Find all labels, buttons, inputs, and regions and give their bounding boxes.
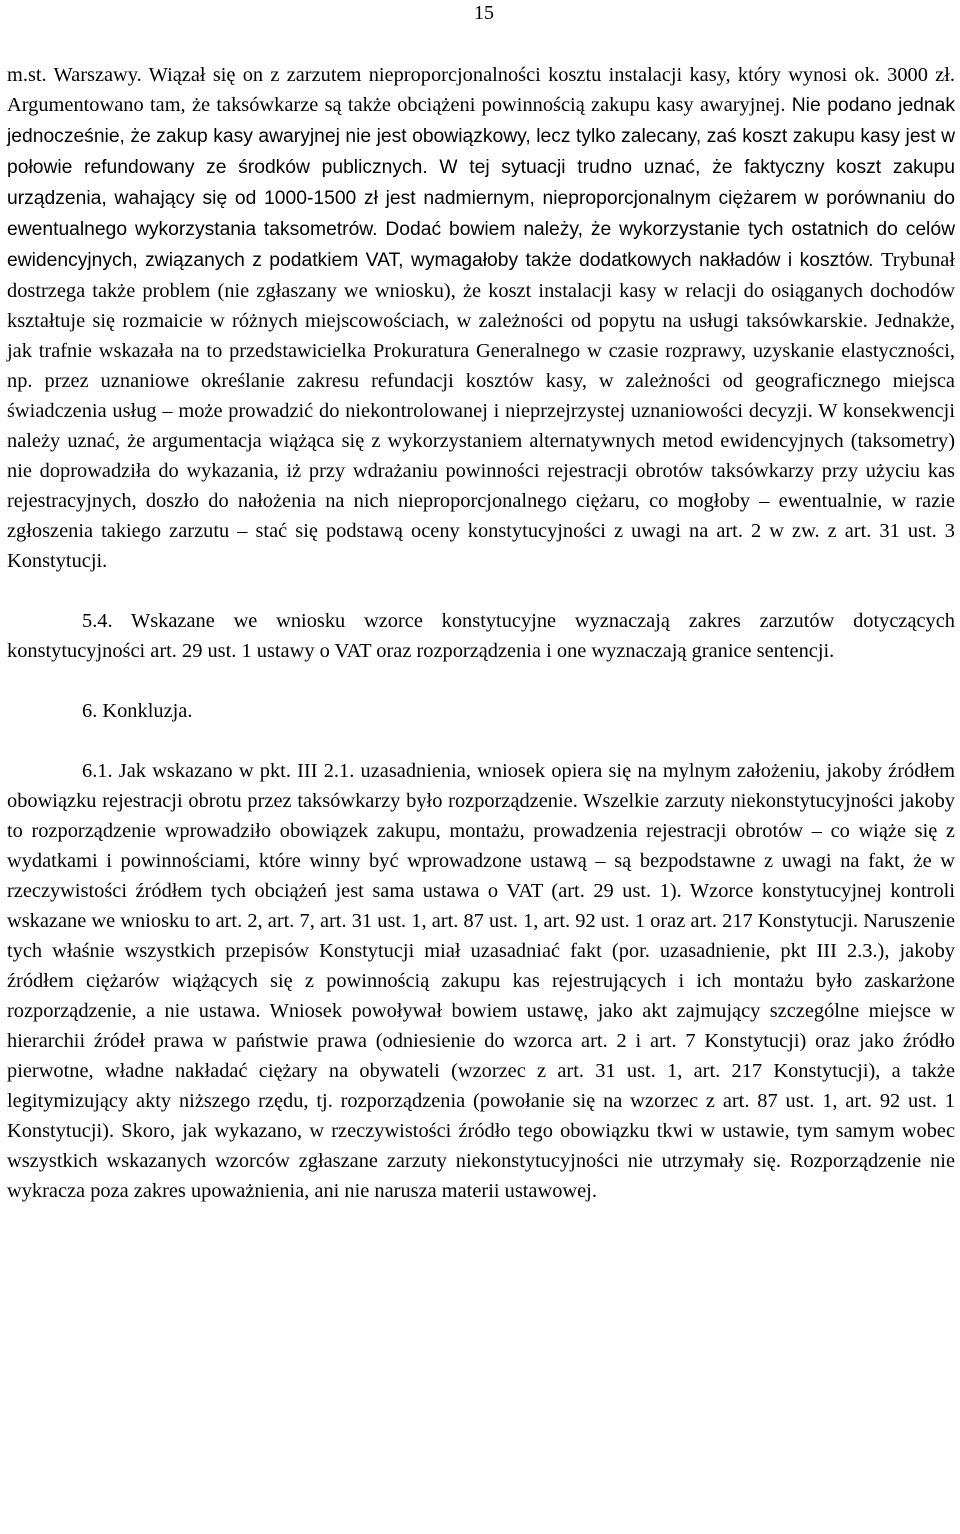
paragraph-gap [7,576,955,606]
text-segment: 5.4. Wskazane we wniosku wzorce konstytucyjne wyznaczają zakres zarzutów dotyczących konstytucyjności art. 29 ust. 1 ustawy o VAT oraz rozporządzenia i one wyznaczają granice sentencji. [7,610,955,662]
paragraph-gap [7,726,955,756]
paragraph-6-1 [7,756,955,1206]
page-number [0,2,960,24]
text-segment: 6. Konkluzja. [82,700,193,722]
text-segment-sans: Nie podano jednak jednocześnie, że zakup kasy awaryjnej nie jest obowiązkowy, lecz tylko zalecany, zaś koszt zakupu kasy jest w połowie refundowany ze środków publicznych. W tej sytuacji trudno uznać, że faktyczny koszt zakupu urządzenia, wahający się od 1000-1500 zł jest nadmiernym, nieproporcjonalnym ciężarem w porównaniu do ewentualnego wykorzystania taksometrów. Dodać bowiem należy, że wykorzystanie tych ostatnich do celów ewidencyjnych, związanych z podatkiem VAT, wymagałoby także dodatkowych nakładów i kosztów. [7,95,955,271]
document-body [7,60,955,1206]
paragraph-taxi-cost [7,60,955,576]
paragraph-5-4 [7,606,955,666]
text-segment: Trybunał dostrzega także problem (nie zgłaszany we wniosku), że koszt instalacji kasy w relacji do osiąganych dochodów kształtuje się rozmaicie w różnych miejscowościach, w zależności od popytu na usługi taksówkarskie. Jednakże, jak trafnie wskazała na to przedstawicielka Prokuratura Generalnego w czasie rozprawy, uzyskanie elastyczności, np. przez uznaniowe określanie zakresu refundacji kosztów kasy, w zależności od geograficznego miejsca świadczenia usług – może prowadzić do niekontrolowanej i nieprzejrzystej uznaniowości decyzji. W konsekwencji należy uznać, że argumentacja wiążąca się z wykorzystaniem alternatywnych metod ewidencyjnych (taksometry) nie doprowadziła do wykazania, iż przy wdrażaniu powinności rejestracji obrotów taksówkarzy przy użyciu kas rejestracyjnych, doszło do nałożenia na nich nieproporcjonalnego ciężaru, co mogłoby – ewentualnie, w razie zgłoszenia takiego zarzutu – stać się podstawą oceny konstytucyjności z uwagi na art. 2 w zw. z art. 31 ust. 3 Konstytucji. [7,249,955,572]
section-heading-konkluzja [7,696,955,726]
text-segment: 6.1. Jak wskazano w pkt. III 2.1. uzasadnienia, wniosek opiera się na mylnym założeniu, jakoby źródłem obowiązku rejestracji obrotu przez taksówkarzy było rozporządzenie. Wszelkie zarzuty niekonstytucyjności jakoby to rozporządzenie wprowadziło obowiązek zakupu, montażu, prowadzenia rejestracji obrotów – co wiąże się z wydatkami i powinnościami, które winny być wprowadzone ustawą – są bezpodstawne z uwagi na fakt, że w rzeczywistości źródłem tych obciążeń jest sama ustawa o VAT (art. 29 ust. 1). Wzorce konstytucyjnej kontroli wskazane we wniosku to art. 2, art. 7, art. 31 ust. 1, art. 87 ust. 1, art. 92 ust. 1 oraz art. 217 Konstytucji. Naruszenie tych właśnie wszystkich przepisów Konstytucji miał uzasadniać fakt (por. uzasadnienie, pkt III 2.3.), jakoby źródłem ciężarów wiążących się z powinnością zakupu kas rejestrujących i ich montażu było zaskarżone rozporządzenie, a nie ustawa. Wniosek powoływał bowiem ustawę, jako akt zajmujący szczególne miejsce w hierarchii źródeł prawa w państwie prawa (odniesienie do wzorca art. 2 i art. 7 Konstytucji) oraz jako źródło pierwotne, władne nakładać ciężary na obywateli (wzorzec z art. 31 ust. 1, art. 217 Konstytucji), a także legitymizujący akty niższego rzędu, tj. rozporządzenia (powołanie się na wzorzec z art. 87 ust. 1, art. 92 ust. 1 Konstytucji). Skoro, jak wykazano, w rzeczywistości źródło tego obowiązku tkwi w ustawie, tym samym wobec wszystkich wskazanych wzorców zgłaszane zarzuty niekonstytucyjności nie utrzymały się. Rozporządzenie nie wykracza poza zakres upoważnienia, ani nie narusza materii ustawowej. [7,760,955,1202]
text-segment: m.st. Warszawy. Wiązał się on z zarzutem nieproporcjonalności kosztu instalacji kasy, który wynosi ok. 3000 zł. Argumentowano tam, że taksówkarze są także obciążeni powinnością zakupu kasy awaryjnej. [7,64,955,116]
page-number-text: 15 [474,2,494,24]
paragraph-gap [7,666,955,696]
